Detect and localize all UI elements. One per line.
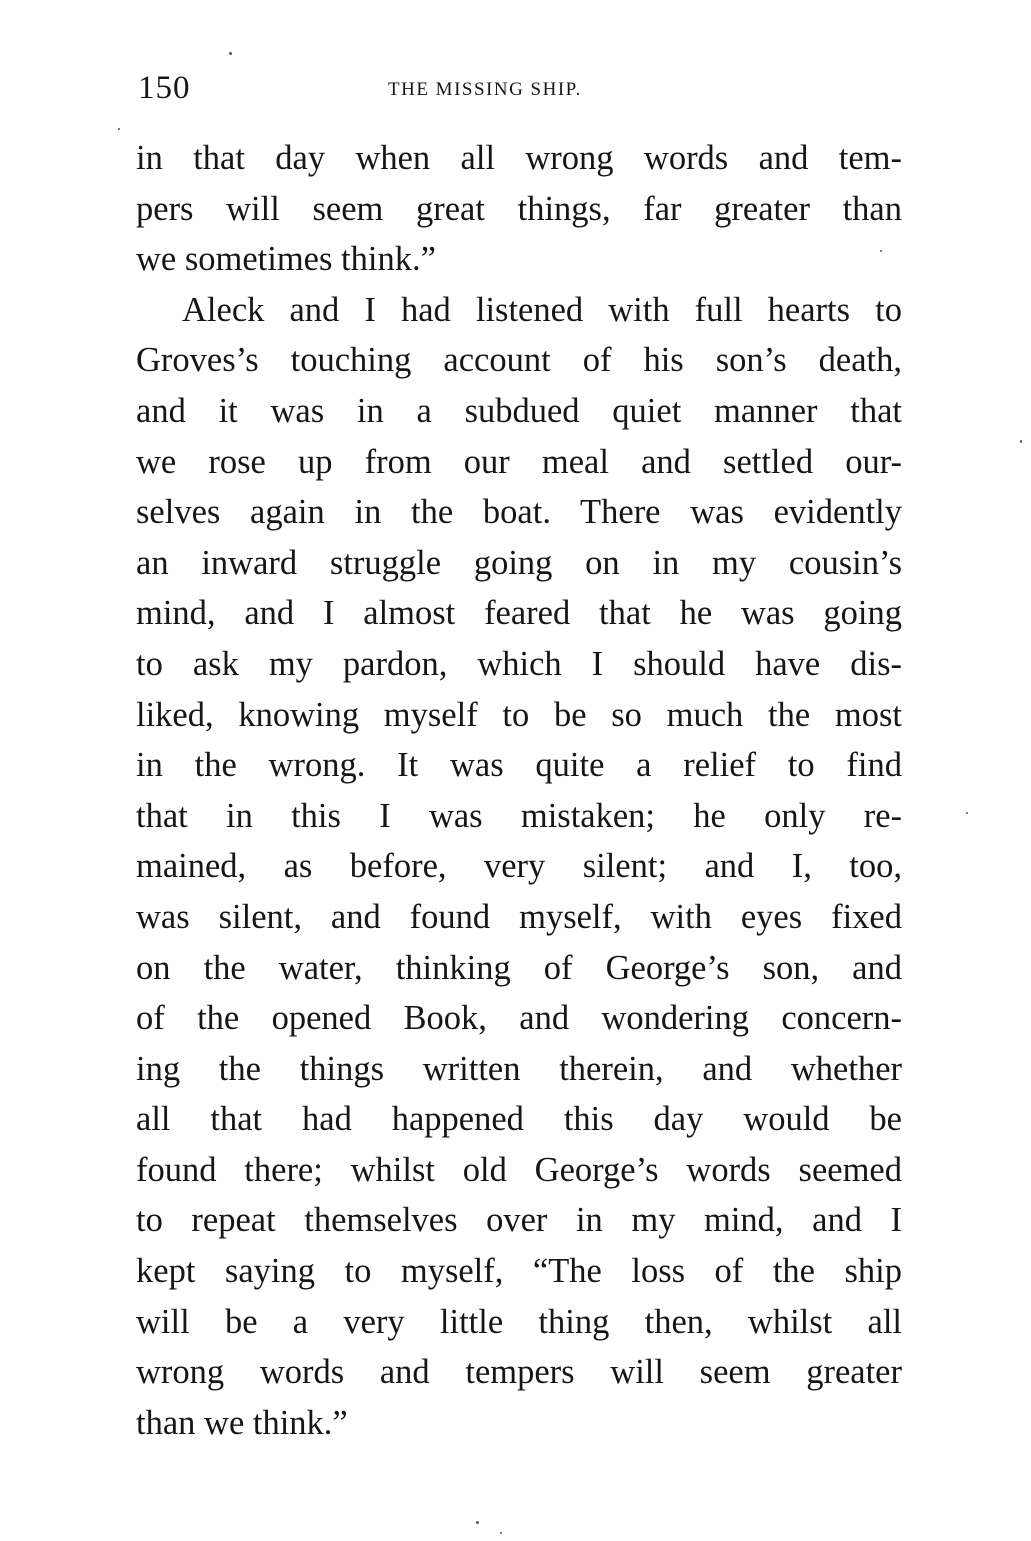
text-line: will be a very little thing then, whilst all: [136, 1302, 902, 1341]
scan-speck: [966, 812, 968, 814]
text-line: and it was in a subdued quiet manner that: [136, 391, 902, 430]
text-line: on the water, thinking of George’s son, and: [136, 948, 902, 987]
text-line: Groves’s touching account of his son’s death,: [136, 341, 902, 380]
text-line: found there; whilst old George’s words seemed: [136, 1150, 902, 1189]
text-line: that in this I was mistaken; he only re-: [136, 796, 902, 835]
text-line: selves again in the boat. There was evidently: [136, 493, 902, 532]
text-line: pers will seem great things, far greater than: [136, 189, 902, 228]
text-line: to ask my pardon, which I should have dis-: [136, 644, 902, 683]
text-line: mind, and I almost feared that he was going: [136, 594, 902, 633]
text-line: kept saying to myself, “The loss of the ship: [136, 1252, 902, 1291]
text-line: than we think.”: [136, 1403, 348, 1442]
running-head: THE MISSING SHIP.: [388, 79, 582, 100]
text-line: to repeat themselves over in my mind, and I: [136, 1201, 902, 1240]
scan-speck: [229, 52, 232, 55]
text-line: all that had happened this day would be: [136, 1100, 902, 1139]
text-line: an inward struggle going on in my cousin’s: [136, 543, 902, 582]
body-text: [136, 133, 902, 1448]
text-line: we rose up from our meal and settled our-: [136, 442, 902, 481]
page-header: [138, 64, 902, 114]
scan-speck: [118, 128, 120, 130]
text-line: wrong words and tempers will seem greater: [136, 1353, 902, 1392]
scan-speck: [1020, 440, 1022, 443]
scan-speck: [476, 1521, 479, 1524]
text-line: we sometimes think.”: [136, 240, 436, 279]
text-line: liked, knowing myself to be so much the most: [136, 695, 902, 734]
text-line: mained, as before, very silent; and I, too,: [136, 847, 902, 886]
text-line: of the opened Book, and wondering concern-: [136, 999, 902, 1038]
text-line: ing the things written therein, and whether: [136, 1049, 902, 1088]
text-line: in that day when all wrong words and tem-: [136, 139, 902, 177]
paragraph-start-line: Aleck and I had listened with full hearts to: [182, 290, 902, 329]
page-number: 150: [138, 70, 191, 106]
text-line: was silent, and found myself, with eyes fixed: [136, 897, 902, 936]
scan-speck: [500, 1532, 502, 1534]
scan-speck: [880, 250, 882, 252]
text-line: in the wrong. It was quite a relief to find: [136, 746, 902, 785]
